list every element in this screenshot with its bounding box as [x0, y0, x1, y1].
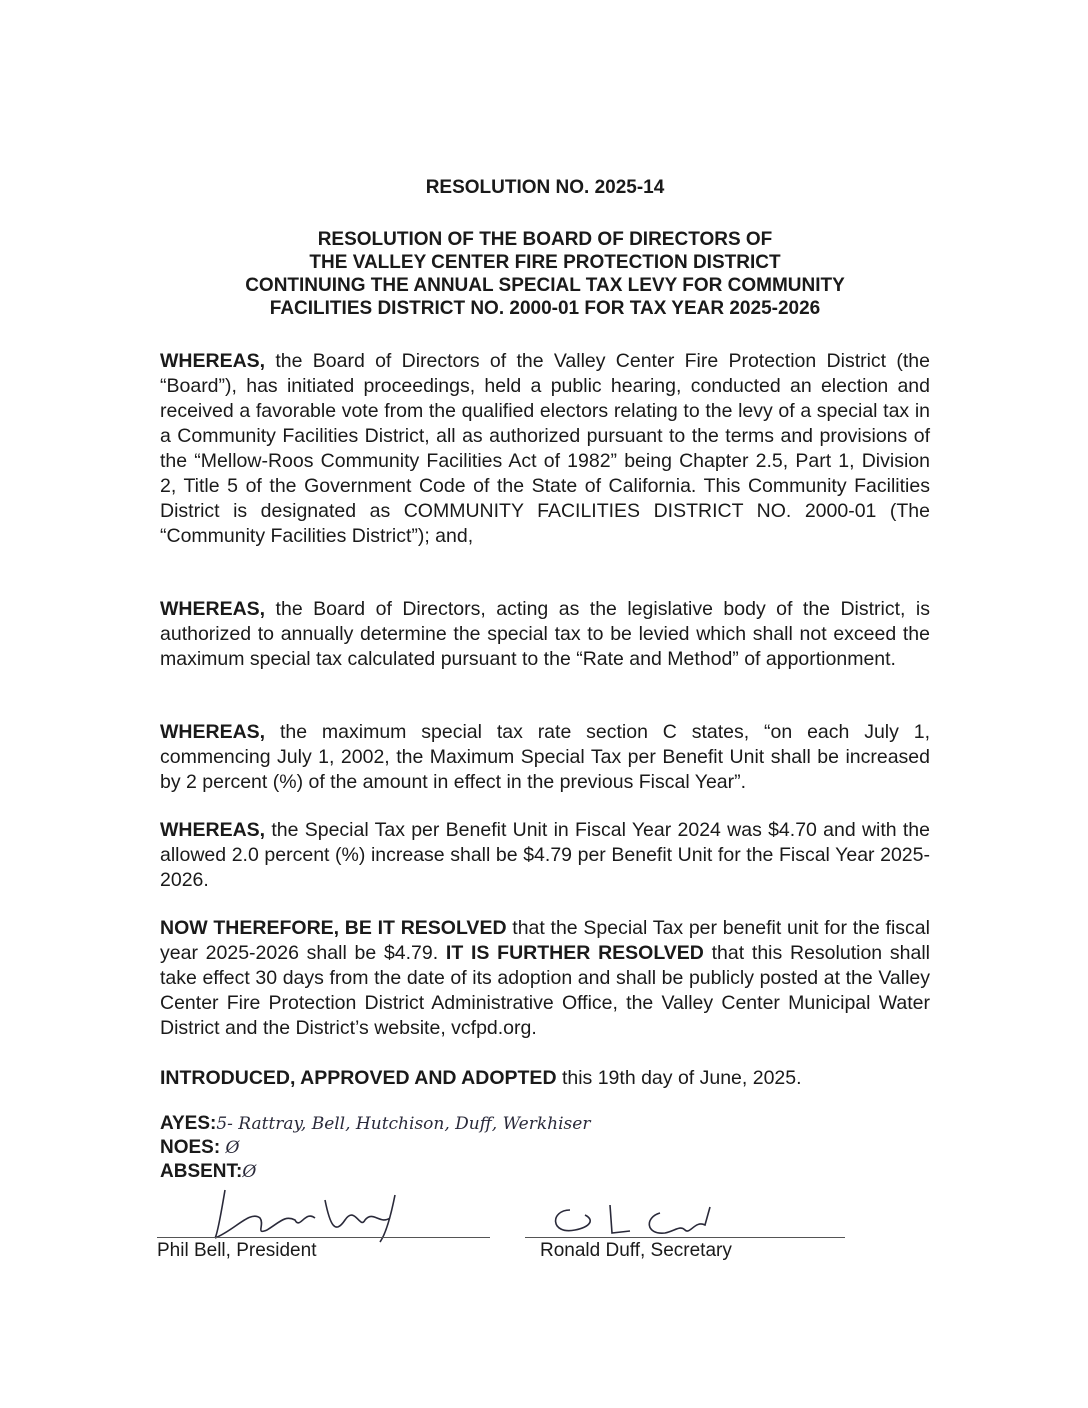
heading-line: THE VALLEY CENTER FIRE PROTECTION DISTRICT — [309, 252, 781, 273]
ayes-label: AYES: — [160, 1113, 217, 1134]
heading-line: FACILITIES DISTRICT NO. 2000-01 FOR TAX YEAR 2025-2026 — [269, 298, 821, 319]
noes-label: NOES: — [160, 1137, 221, 1158]
whereas-lead: WHEREAS, — [160, 350, 266, 372]
ayes-row — [160, 1112, 590, 1136]
paragraph-text: the maximum special tax rate section C states, “on each July 1, commencing July 1, 2002, the Maximum Special Tax per Benefit Unit shall be increased by 2 percent (%) of the amount in effect in the previous Fiscal Year”. — [160, 721, 930, 793]
resolution-heading — [160, 228, 930, 320]
further-resolved-lead: IT IS FURTHER RESOLVED — [445, 942, 704, 964]
adopted-paragraph — [160, 1066, 930, 1091]
whereas-lead: WHEREAS, — [160, 819, 266, 841]
noes-row — [160, 1136, 590, 1160]
heading-line: RESOLUTION OF THE BOARD OF DIRECTORS OF — [317, 229, 773, 250]
ayes-value: 5- Rattray, Bell, Hutchison, Duff, Werkhiser — [216, 1114, 591, 1134]
whereas-lead: WHEREAS, — [160, 598, 266, 620]
vote-record — [160, 1112, 590, 1184]
paragraph-text: that the Special Tax per benefit unit for the fiscal year 2025-2026 shall be $4.79. — [160, 917, 930, 964]
whereas-paragraph-2 — [160, 597, 930, 672]
secretary-signature-line — [525, 1237, 845, 1238]
paragraph-text: the Board of Directors of the Valley Center Fire Protection District (the “Board”), has initiated proceedings, held a public hearing, conducted an election and received a favorable vote from the qualified electors relating to the levy of a special tax in a Community Facilities District, all as authorized pursuant to the terms and provisions of the “Mellow-Roos Community Facilities Act of 1982” being Chapter 2.5, Part 1, Division 2, Title 5 of the Government Code of the State of California. This Community Facilities District is designated as COMMUNITY FACILITIES DISTRICT NO. 2000-01 (The “Community Facilities District”); and, — [160, 350, 930, 547]
resolution-number: RESOLUTION NO. 2025-14 — [425, 177, 665, 198]
resolved-lead: NOW THEREFORE, BE IT RESOLVED — [160, 917, 507, 939]
paragraph-text: the Board of Directors, acting as the legislative body of the District, is authorized to annually determine the special tax to be levied which shall not exceed the maximum special tax calculated pursuant to the “Rate and Method” of apportionment. — [160, 598, 930, 670]
resolved-paragraph — [160, 916, 930, 1041]
whereas-paragraph-1 — [160, 349, 930, 549]
secretary-name: Ronald Duff, Secretary — [540, 1240, 732, 1261]
whereas-paragraph-4 — [160, 818, 930, 893]
president-name: Phil Bell, President — [157, 1240, 317, 1261]
paragraph-text: that this Resolution shall take effect 30 days from the date of its adoption and shall be publicly posted at the Valley Center Fire Protection District Administrative Office, the Valley Center Municipal Water District and the District’s website, vcfpd.org. — [160, 942, 930, 1039]
adopted-lead: INTRODUCED, APPROVED AND ADOPTED — [160, 1067, 557, 1089]
noes-value: Ø — [225, 1138, 240, 1158]
heading-line: CONTINUING THE ANNUAL SPECIAL TAX LEVY FOR COMMUNITY — [245, 275, 845, 296]
absent-value: Ø — [242, 1162, 257, 1182]
paragraph-text: the Special Tax per Benefit Unit in Fiscal Year 2024 was $4.70 and with the allowed 2.0 percent (%) increase shall be $4.79 per Benefit Unit for the Fiscal Year 2025-2026. — [160, 819, 930, 891]
president-signature-line — [157, 1237, 490, 1238]
absent-label: ABSENT: — [160, 1161, 243, 1182]
paragraph-text: this 19th day of June, 2025. — [556, 1067, 802, 1089]
whereas-lead: WHEREAS, — [160, 721, 266, 743]
whereas-paragraph-3 — [160, 720, 930, 795]
